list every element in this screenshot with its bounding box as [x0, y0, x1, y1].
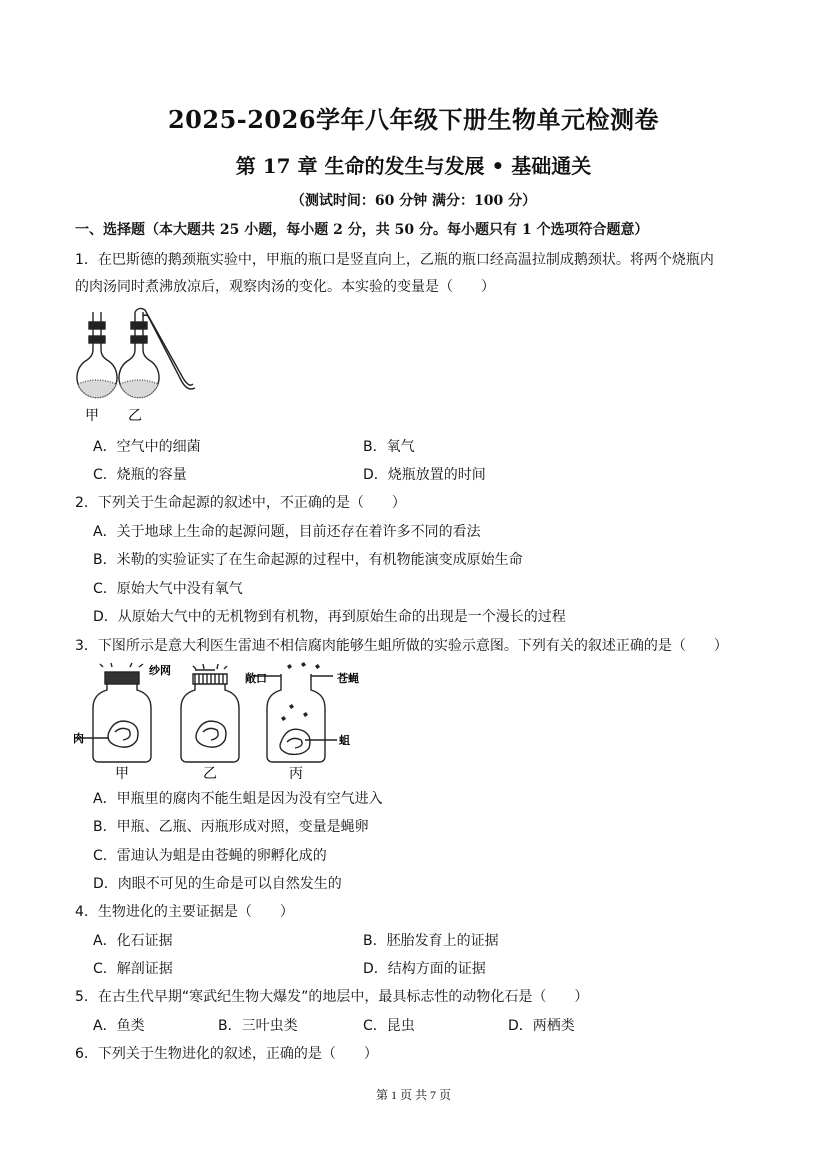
jar-label-jia: 甲 — [115, 766, 129, 782]
q2-option-c[interactable]: C．原始大气中没有氧气 — [93, 581, 243, 597]
q3-stem: 3．下图所示是意大利医生雷迪不相信腐肉能够生蛆所做的实验示意图。下列有关的叙述正确的是（ ） — [75, 638, 728, 654]
q2-option-b[interactable]: B．米勒的实验证实了在生命起源的过程中，有机物能演变成原始生命 — [93, 552, 523, 568]
page-footer: 第 1 页 共 7 页 — [375, 1088, 451, 1102]
q1-option-b[interactable]: B．氧气 — [363, 439, 415, 455]
q1-option-c[interactable]: C．烧瓶的容量 — [93, 467, 187, 483]
exam-title: 2025-2026学年八年级下册生物单元检测卷 — [167, 105, 660, 134]
label-net: 纱网 — [149, 664, 171, 677]
q5-option-c[interactable]: C．昆虫 — [363, 1018, 415, 1034]
flask-yi — [119, 308, 195, 397]
q2-option-a[interactable]: A．关于地球上生命的起源问题，目前还存在着许多不同的看法 — [93, 524, 481, 540]
exam-info: （测试时间：60 分钟 满分：100 分） — [290, 193, 537, 209]
q5-option-a[interactable]: A．鱼类 — [93, 1018, 145, 1034]
q4-option-b[interactable]: B．胚胎发育上的证据 — [363, 933, 499, 949]
q1-stem-line1: 1．在巴斯德的鹅颈瓶实验中，甲瓶的瓶口是竖直向上，乙瓶的瓶口经高温拉制成鹅颈状。将两个烧瓶内 — [75, 252, 714, 268]
q3-option-c[interactable]: C．雷迪认为蛆是由苍蝇的卵孵化成的 — [93, 848, 327, 864]
q5-option-b[interactable]: B．三叶虫类 — [218, 1018, 298, 1034]
redi-experiment-figure — [75, 660, 365, 782]
swan-neck-flask-figure — [75, 308, 210, 423]
q3-option-b[interactable]: B．甲瓶、乙瓶、丙瓶形成对照，变量是蝇卵 — [93, 819, 369, 835]
label-fly: 苍蝇 — [337, 672, 359, 685]
flask-label-yi: 乙 — [128, 408, 142, 424]
q3-option-a[interactable]: A．甲瓶里的腐肉不能生蛆是因为没有空气进入 — [93, 791, 383, 807]
jar-yi — [181, 664, 239, 762]
jar-jia — [75, 663, 151, 762]
q2-stem: 2．下列关于生命起源的叙述中，不正确的是（ ） — [75, 495, 406, 511]
chapter-subtitle: 第 17 章 生命的发生与发展 • 基础通关 — [235, 154, 592, 178]
q1-option-a[interactable]: A．空气中的细菌 — [93, 439, 201, 455]
label-maggot: 蛆 — [339, 734, 350, 747]
jar-label-yi: 乙 — [203, 766, 217, 782]
q5-stem: 5．在古生代早期“寒武纪生物大爆发”的地层中，最具标志性的动物化石是（ ） — [75, 989, 589, 1005]
q4-option-a[interactable]: A．化石证据 — [93, 933, 173, 949]
q3-option-d[interactable]: D．肉眼不可见的生命是可以自然发生的 — [93, 876, 342, 892]
q4-stem: 4．生物进化的主要证据是（ ） — [75, 904, 294, 920]
q2-option-d[interactable]: D．从原始大气中的无机物到有机物，再到原始生命的出现是一个漫长的过程 — [93, 609, 566, 625]
flask-label-jia: 甲 — [85, 408, 99, 424]
q4-option-c[interactable]: C．解剖证据 — [93, 961, 173, 977]
q1-stem-line2: 的肉汤同时煮沸放凉后，观察肉汤的变化。本实验的变量是（ ） — [75, 279, 495, 295]
label-meat: 肉 — [73, 732, 84, 745]
label-open: 敞口 — [245, 672, 267, 685]
jar-label-bing: 丙 — [289, 766, 303, 782]
q5-option-d[interactable]: D．两栖类 — [508, 1018, 575, 1034]
flask-jia — [77, 312, 117, 398]
q6-stem: 6．下列关于生物进化的叙述，正确的是（ ） — [75, 1046, 378, 1062]
section-heading: 一、选择题（本大题共 25 小题，每小题 2 分，共 50 分。每小题只有 1 个选项符合题意） — [75, 222, 649, 238]
q4-option-d[interactable]: D．结构方面的证据 — [363, 961, 486, 977]
jar-bing — [253, 674, 337, 762]
q1-option-d[interactable]: D．烧瓶放置的时间 — [363, 467, 486, 483]
